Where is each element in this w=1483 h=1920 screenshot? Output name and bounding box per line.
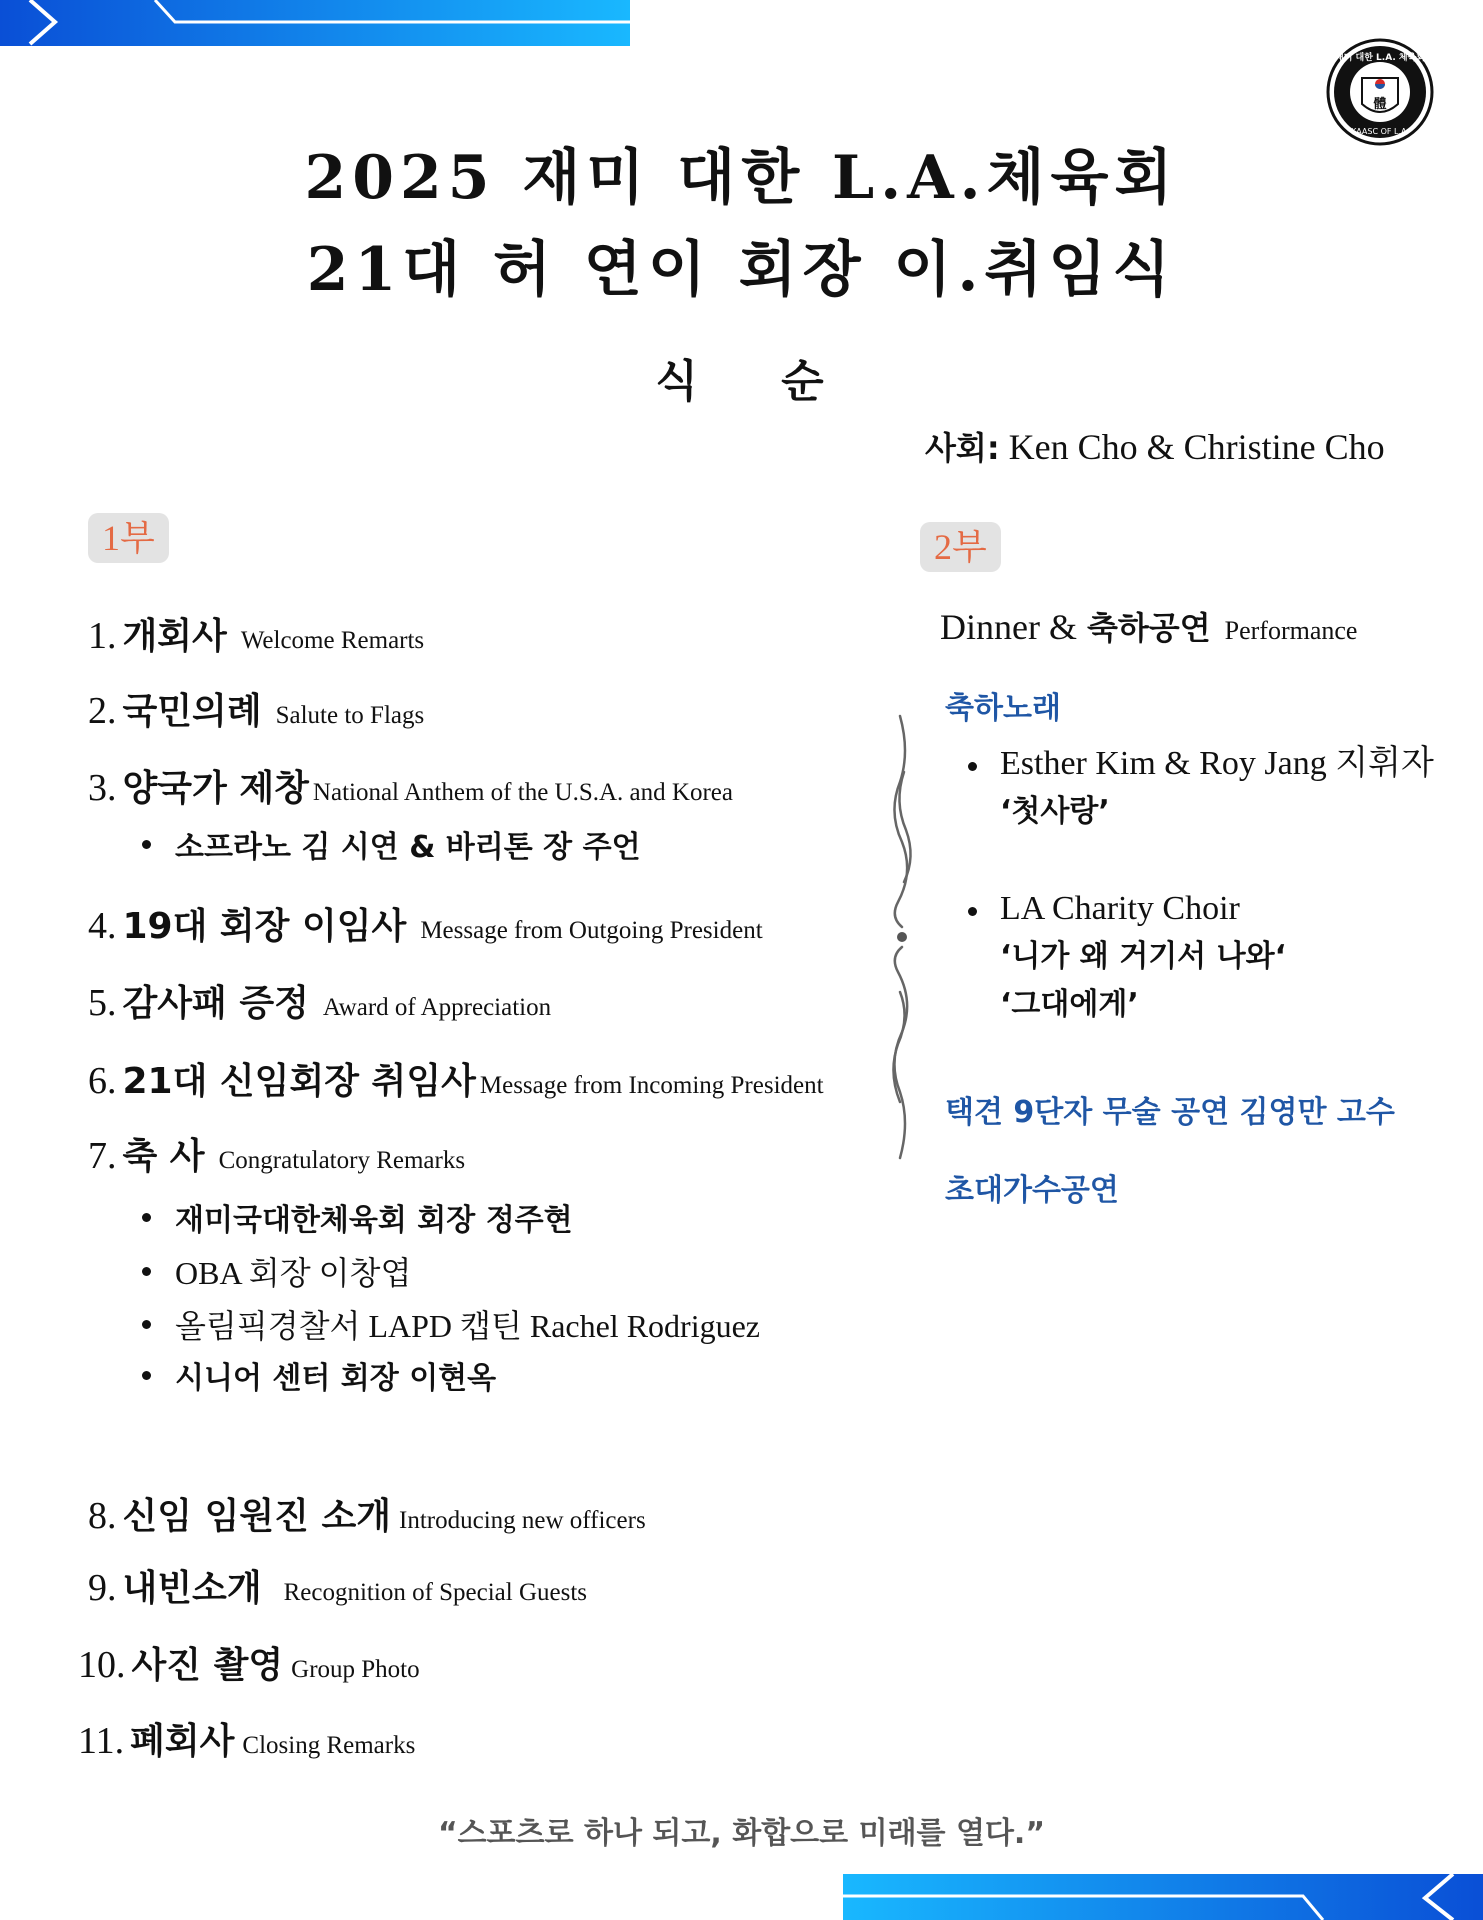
part2-badge: 2부 [920,522,1001,572]
bullet-icon [142,1320,151,1329]
item-number: 2. [88,690,117,732]
item-title-en: National Anthem of the U.S.A. and Korea [312,779,733,806]
bullet-icon [142,1213,151,1222]
program-item-2 [88,683,424,734]
subitem-text: 소프라노 김 시연 & 바리톤 장 주언 [175,830,641,865]
subitem-text: 재미국대한체육회 회장 정주현 [175,1203,573,1238]
performance-song: ‘첫사랑’ [1000,794,1110,829]
performance-performers: LA Charity Choir [1000,890,1240,927]
item-title-ko: 폐회사 [130,1721,235,1762]
item-title-en: Introducing new officers [399,1507,646,1534]
item-title-en: Award of Appreciation [322,994,552,1021]
bullet-icon [142,840,151,849]
program-item-8 [88,1488,646,1539]
item-title-ko: 19대 회장 이임사 [122,906,407,947]
item-title-ko: 사진 촬영 [131,1645,284,1686]
program-item-1 [88,608,424,659]
program-item-10 [78,1637,420,1688]
item-title-ko: 감사패 증정 [122,983,309,1024]
dinner-performance-heading [940,603,1357,649]
item-title-ko: 21대 신임회장 취임사 [122,1061,476,1102]
guest-singer-performance: 초대가수공연 [945,1173,1119,1208]
performance-1 [1000,740,1434,836]
item-title-en: Message from Incoming President [479,1072,824,1099]
performance-song: ‘그대에게’ [1000,987,1139,1022]
bullet-icon [142,1267,151,1276]
svg-text:體: 體 [1373,97,1387,112]
mc-names: Ken Cho & Christine Cho [1008,427,1385,467]
item-number: 10. [78,1644,126,1686]
program-item-9 [88,1560,587,1611]
performance-performers: Esther Kim & Roy Jang 지휘자 [1000,745,1434,782]
taekkyeon-performance: 택견 9단자 무술 공연 김영만 고수 [945,1095,1395,1130]
item-title-ko: 국민의례 [122,691,262,732]
ornamental-divider-icon [880,712,924,1162]
item-number: 3. [88,767,117,809]
item7-subitem [142,1195,573,1239]
performance-label-en: Performance [1224,616,1358,645]
program-item-5 [88,975,551,1026]
svg-text:KAASC OF L.A.: KAASC OF L.A. [1351,127,1409,136]
item-title-en: Salute to Flags [275,702,425,729]
top-decorative-bar [0,0,640,48]
performance-2 [1000,885,1286,1029]
program-item-7 [88,1128,465,1179]
item-title-en: Welcome Remarts [240,627,425,654]
item-title-en: Group Photo [291,1656,420,1683]
song-heading: 축하노래 [945,691,1061,726]
item7-subitem [142,1353,496,1397]
item3-subitem [142,822,641,866]
part1-badge: 1부 [88,513,169,563]
event-title-line1: 2025 재미 대한 L.A.체육회 [304,143,1179,213]
item-title-en: Message from Outgoing President [420,917,763,944]
event-title-line2: 21대 허 연이 회장 이.취임식 [306,235,1177,305]
performance-song: ‘니가 왜 거기서 나와‘ [1000,939,1286,974]
program-item-3 [88,760,733,811]
dinner-label: Dinner & [940,607,1077,647]
item-number: 8. [88,1495,117,1537]
item-number: 6. [88,1060,117,1102]
program-item-4 [88,898,763,949]
item-title-ko: 신임 임원진 소개 [122,1496,391,1537]
bullet-icon [142,1371,151,1380]
item-number: 9. [88,1567,117,1609]
item-number: 5. [88,982,117,1024]
item-number: 11. [78,1720,125,1762]
item-number: 1. [88,615,117,657]
slogan: “스포츠로 하나 되고, 화합으로 미래를 열다.” [437,1816,1046,1851]
subitem-text: OBA 회장 이창엽 [175,1255,412,1291]
item-title-ko: 축 사 [122,1136,205,1177]
celebration-label-ko: 축하공연 [1086,609,1211,647]
program-item-11 [78,1713,415,1764]
master-of-ceremonies [925,423,1385,469]
item-title-en: Recognition of Special Guests [283,1579,588,1606]
subitem-text: 올림픽경찰서 LAPD 캡틴 Rachel Rodriguez [175,1308,760,1344]
item-number: 4. [88,905,117,947]
bullet-icon [968,907,977,916]
item-title-ko: 양국가 제창 [122,768,309,809]
item-title-ko: 개회사 [122,616,227,657]
item7-subitem [142,1248,411,1294]
mc-label: 사회: [925,429,1000,467]
item7-subitem [142,1301,760,1347]
item-title-en: Closing Remarks [242,1732,416,1759]
svg-text:재미 대한 L.A. 체육회: 재미 대한 L.A. 체육회 [1335,53,1425,63]
program-item-6 [88,1053,824,1104]
subitem-text: 시니어 센터 회장 이현옥 [175,1361,497,1396]
item-number: 7. [88,1135,117,1177]
bullet-icon [968,762,977,771]
item-title-ko: 내빈소개 [122,1568,262,1609]
program-heading: 식 순 [655,356,828,407]
bottom-decorative-bar [843,1872,1483,1920]
item-title-en: Congratulatory Remarks [218,1147,466,1174]
